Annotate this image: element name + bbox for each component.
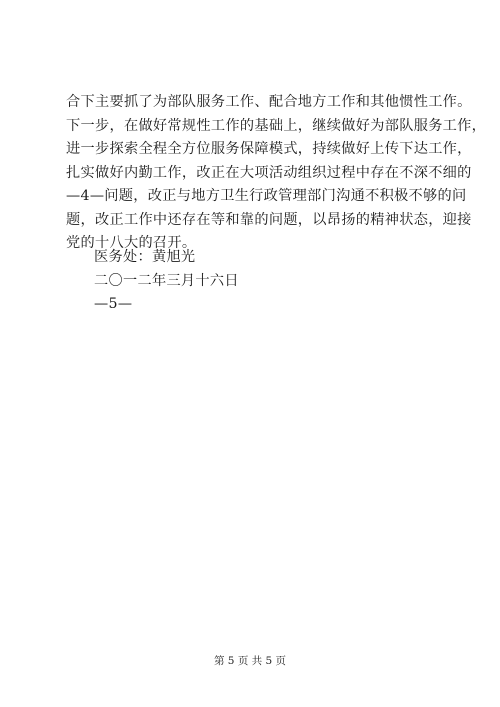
paragraph-line-6: 题，改正工作中还存在等和靠的问题，以昂扬的精神状态，迎接 xyxy=(66,211,472,228)
paragraph-line-4: 扎实做好内勤工作，改正在大项活动组织过程中存在不深不细的 xyxy=(66,164,472,181)
signature-block xyxy=(94,246,239,317)
page-marker: —5— xyxy=(94,296,133,312)
paragraph-line-1: 合下主要抓了为部队服务工作、配合地方工作和其他惯性工作。 xyxy=(66,94,472,110)
signature-name: 医务处：黄旭光 xyxy=(94,249,196,265)
paragraph-line-2: 下一步，在做好常规性工作的基础上，继续做好为部队服务工作， xyxy=(66,117,487,134)
signature-date: 二〇一二年三月十六日 xyxy=(94,272,239,289)
paragraph-line-5: —4—问题，改正与地方卫生行政管理部门沟通不积极不够的问 xyxy=(66,188,467,204)
paragraph-line-7: 党的十八大的召开。 xyxy=(66,235,197,251)
paragraph-line-3: 进一步探索全程全方位服务保障模式，持续做好上传下达工作， xyxy=(66,141,472,157)
body-paragraph xyxy=(66,91,487,256)
page-footer: 第 5 页 共 5 页 xyxy=(213,655,287,667)
